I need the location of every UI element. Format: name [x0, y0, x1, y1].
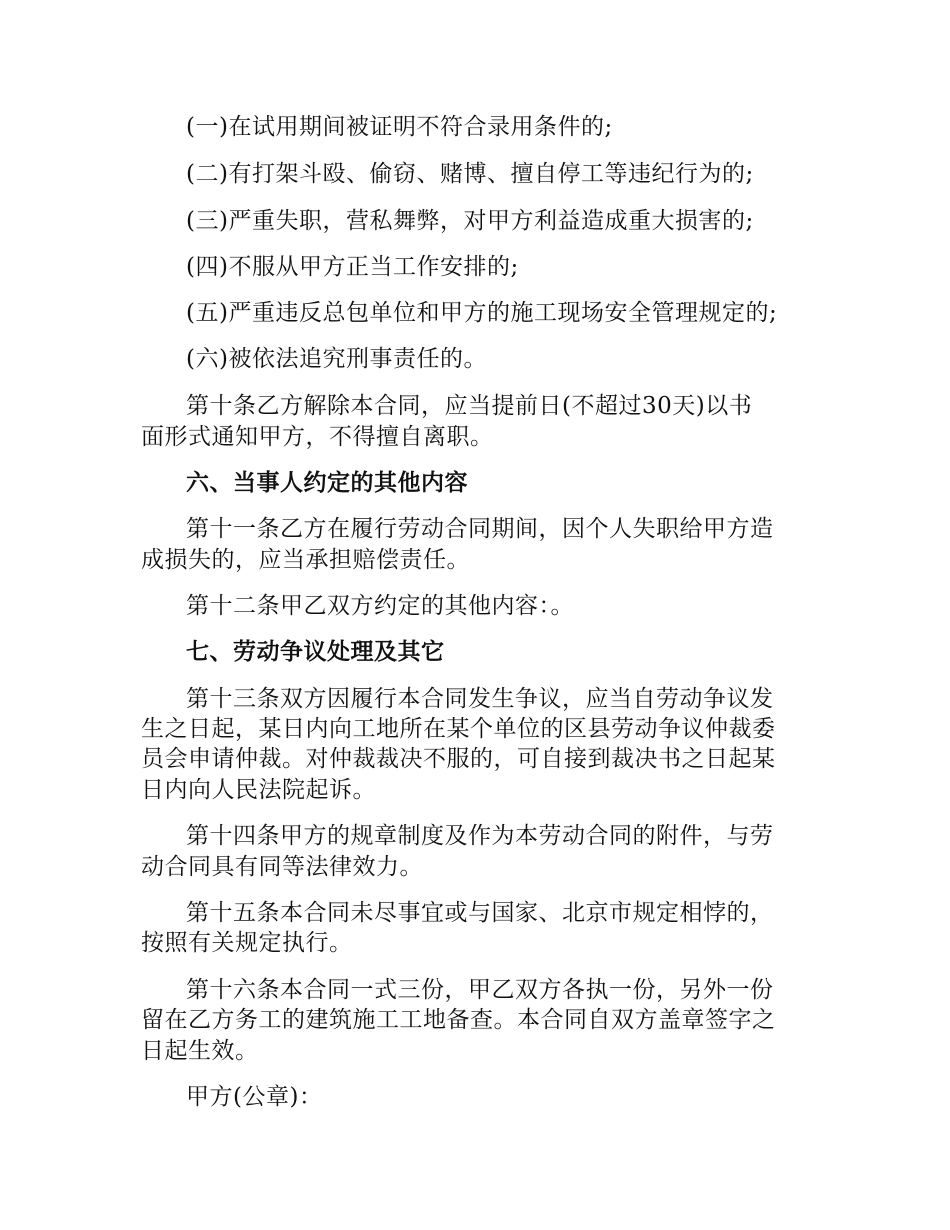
article-13-line-2: 生之日起，某日内向工地所在某个单位的区县劳动争议仲裁委: [141, 716, 776, 742]
article-10-line-1: 第十条乙方解除本合同，应当提前日(不超过30天)以书: [186, 393, 753, 419]
signature-party-a: 甲方(公章)：: [186, 1084, 323, 1110]
clause-item-3: (三)严重失职，营私舞弊，对甲方利益造成重大损害的;: [186, 208, 754, 234]
article-13-line-1: 第十三条双方因履行本合同发生争议，应当自劳动争议发: [186, 686, 774, 712]
clause-item-2: (二)有打架斗殴、偷窃、赌博、擅自停工等违纪行为的;: [186, 161, 754, 187]
clause-item-5: (五)严重违反总包单位和甲方的施工现场安全管理规定的;: [186, 300, 778, 326]
article-13-line-3: 员会申请仲裁。对仲裁裁决不服的，可自接到裁决书之日起某: [141, 746, 776, 772]
article-13-line-4: 日内向人民法院起诉。: [141, 777, 376, 803]
article-11-line-2: 成损失的，应当承担赔偿责任。: [141, 547, 470, 573]
article-16-line-1: 第十六条本合同一式三份，甲乙双方各执一份，另外一份: [186, 977, 774, 1003]
section-7-heading: 七、劳动争议处理及其它: [186, 639, 445, 665]
article-12-line-1: 第十二条甲乙双方约定的其他内容：。: [186, 593, 574, 619]
article-11-line-1: 第十一条乙方在履行劳动合同期间，因个人失职给甲方造: [186, 516, 774, 542]
clause-item-6: (六)被依法追究刑事责任的。: [186, 346, 487, 372]
article-15-line-2: 按照有关规定执行。: [141, 930, 353, 956]
clause-item-4: (四)不服从甲方正当工作安排的;: [186, 254, 519, 280]
article-10-line-2: 面形式通知甲方，不得擅自离职。: [141, 424, 494, 450]
article-14-line-2: 动合同具有同等法律效力。: [141, 854, 423, 880]
article-14-line-1: 第十四条甲方的规章制度及作为本劳动合同的附件，与劳: [186, 823, 774, 849]
article-15-line-1: 第十五条本合同未尽事宜或与国家、北京市规定相悖的，: [186, 900, 774, 926]
article-16-line-3: 日起生效。: [141, 1038, 259, 1064]
section-6-heading: 六、当事人约定的其他内容: [186, 470, 468, 496]
clause-item-1: (一)在试用期间被证明不符合录用条件的;: [186, 114, 613, 140]
article-16-line-2: 留在乙方务工的建筑施工工地备查。本合同自双方盖章签字之: [141, 1007, 776, 1033]
